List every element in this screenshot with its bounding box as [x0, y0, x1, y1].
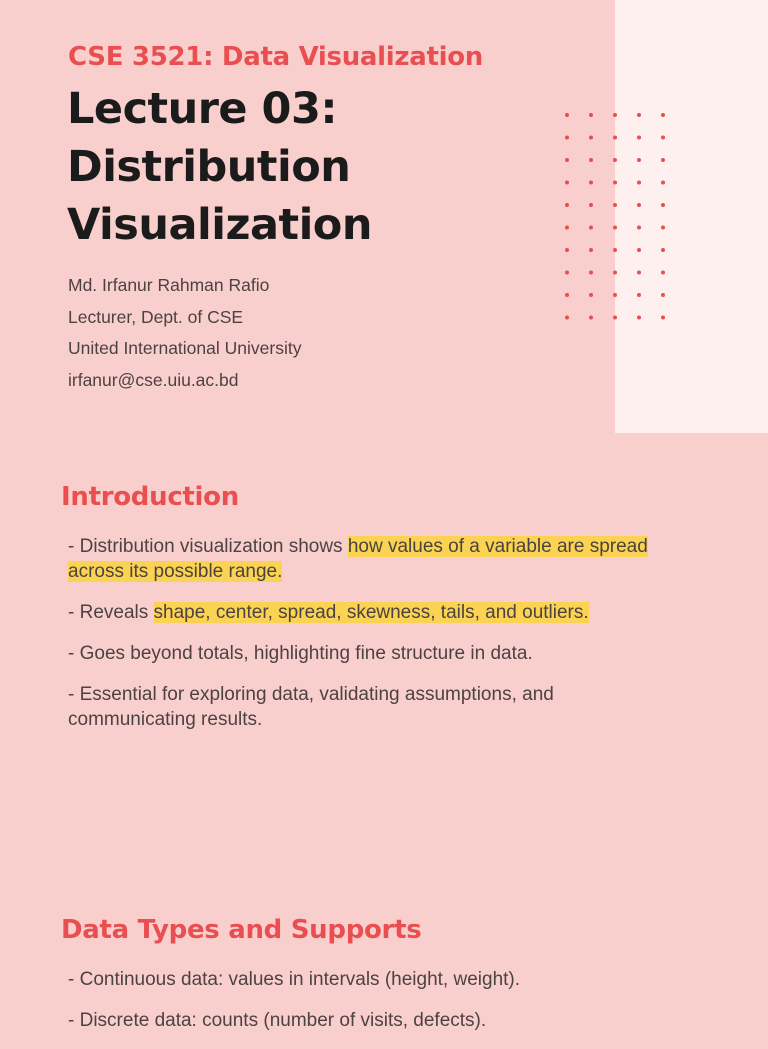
decorative-dot	[661, 203, 665, 207]
decorative-dot	[565, 226, 569, 230]
decorative-dot	[613, 271, 617, 275]
decorative-dot	[589, 248, 593, 252]
lecture-title-line-2: Distribution	[67, 142, 351, 192]
decorative-dot	[589, 113, 593, 117]
bullet-item: - Distribution visualization shows how values of a variable are spread across its possible range.	[68, 536, 648, 582]
decorative-dot	[565, 293, 569, 297]
course-title: CSE 3521: Data Visualization	[68, 42, 483, 72]
decorative-dot	[613, 248, 617, 252]
data-types-bullets	[68, 967, 668, 1049]
decorative-dot	[613, 113, 617, 117]
decorative-dot	[637, 113, 641, 117]
decorative-dot	[613, 158, 617, 162]
decorative-dot	[661, 293, 665, 297]
decorative-dot	[589, 158, 593, 162]
author-university: United International University	[68, 338, 302, 359]
decorative-dot	[637, 293, 641, 297]
decorative-dot	[637, 316, 641, 320]
bullet-item: - Continuous data: values in intervals (height, weight).	[68, 969, 521, 990]
decorative-dot	[661, 113, 665, 117]
decorative-dot	[589, 271, 593, 275]
bullet-item: - Discrete data: counts (number of visits, defects).	[68, 1010, 487, 1031]
decorative-dot	[565, 158, 569, 162]
decorative-dot	[565, 316, 569, 320]
decorative-dot	[637, 203, 641, 207]
decorative-dot	[613, 293, 617, 297]
decorative-dot	[637, 136, 641, 140]
decorative-dot	[613, 136, 617, 140]
bullet-item: - Reveals shape, center, spread, skewness, tails, and outliers.	[68, 602, 589, 623]
bullet-item: - Essential for exploring data, validating assumptions, and communicating results.	[68, 684, 554, 730]
decorative-dot	[565, 271, 569, 275]
decorative-dot	[637, 271, 641, 275]
decorative-dot	[589, 181, 593, 185]
highlighted-text: shape, center, spread, skewness, tails, and outliers.	[153, 602, 589, 623]
decorative-dot	[613, 226, 617, 230]
decorative-dot	[661, 271, 665, 275]
decorative-dot	[661, 158, 665, 162]
decorative-dot	[661, 136, 665, 140]
decorative-dot	[661, 181, 665, 185]
decorative-dot	[565, 113, 569, 117]
introduction-bullets	[68, 534, 668, 748]
author-block	[68, 270, 301, 396]
section-title-data-types: Data Types and Supports	[61, 915, 422, 945]
decorative-dot	[589, 293, 593, 297]
decorative-dot	[613, 203, 617, 207]
decorative-dot	[589, 226, 593, 230]
author-position: Lecturer, Dept. of CSE	[68, 306, 244, 327]
decorative-dot	[637, 181, 641, 185]
decorative-dot	[589, 203, 593, 207]
author-email: irfanur@cse.uiu.ac.bd	[68, 369, 239, 390]
decorative-dot	[613, 316, 617, 320]
decorative-dot	[613, 181, 617, 185]
section-title-introduction: Introduction	[61, 482, 239, 512]
lecture-title-line-1: Lecture 03:	[67, 84, 338, 134]
decorative-dot	[637, 158, 641, 162]
lecture-title	[67, 80, 372, 254]
bullet-item: - Goes beyond totals, highlighting fine structure in data.	[68, 643, 533, 664]
decorative-dot	[661, 316, 665, 320]
decorative-dot	[565, 203, 569, 207]
decorative-dot	[661, 226, 665, 230]
decorative-dot	[637, 248, 641, 252]
decorative-dot	[589, 316, 593, 320]
decorative-dot	[565, 181, 569, 185]
decorative-dot	[661, 248, 665, 252]
decorative-dot	[589, 136, 593, 140]
decorative-dot-grid	[561, 109, 671, 325]
highlighted-text: how values of a variable are spread across its possible range.	[68, 536, 648, 582]
decorative-dot	[565, 248, 569, 252]
decorative-dot	[637, 226, 641, 230]
lecture-title-line-3: Visualization	[67, 200, 372, 250]
author-name: Md. Irfanur Rahman Rafio	[68, 275, 270, 295]
decorative-dot	[565, 136, 569, 140]
